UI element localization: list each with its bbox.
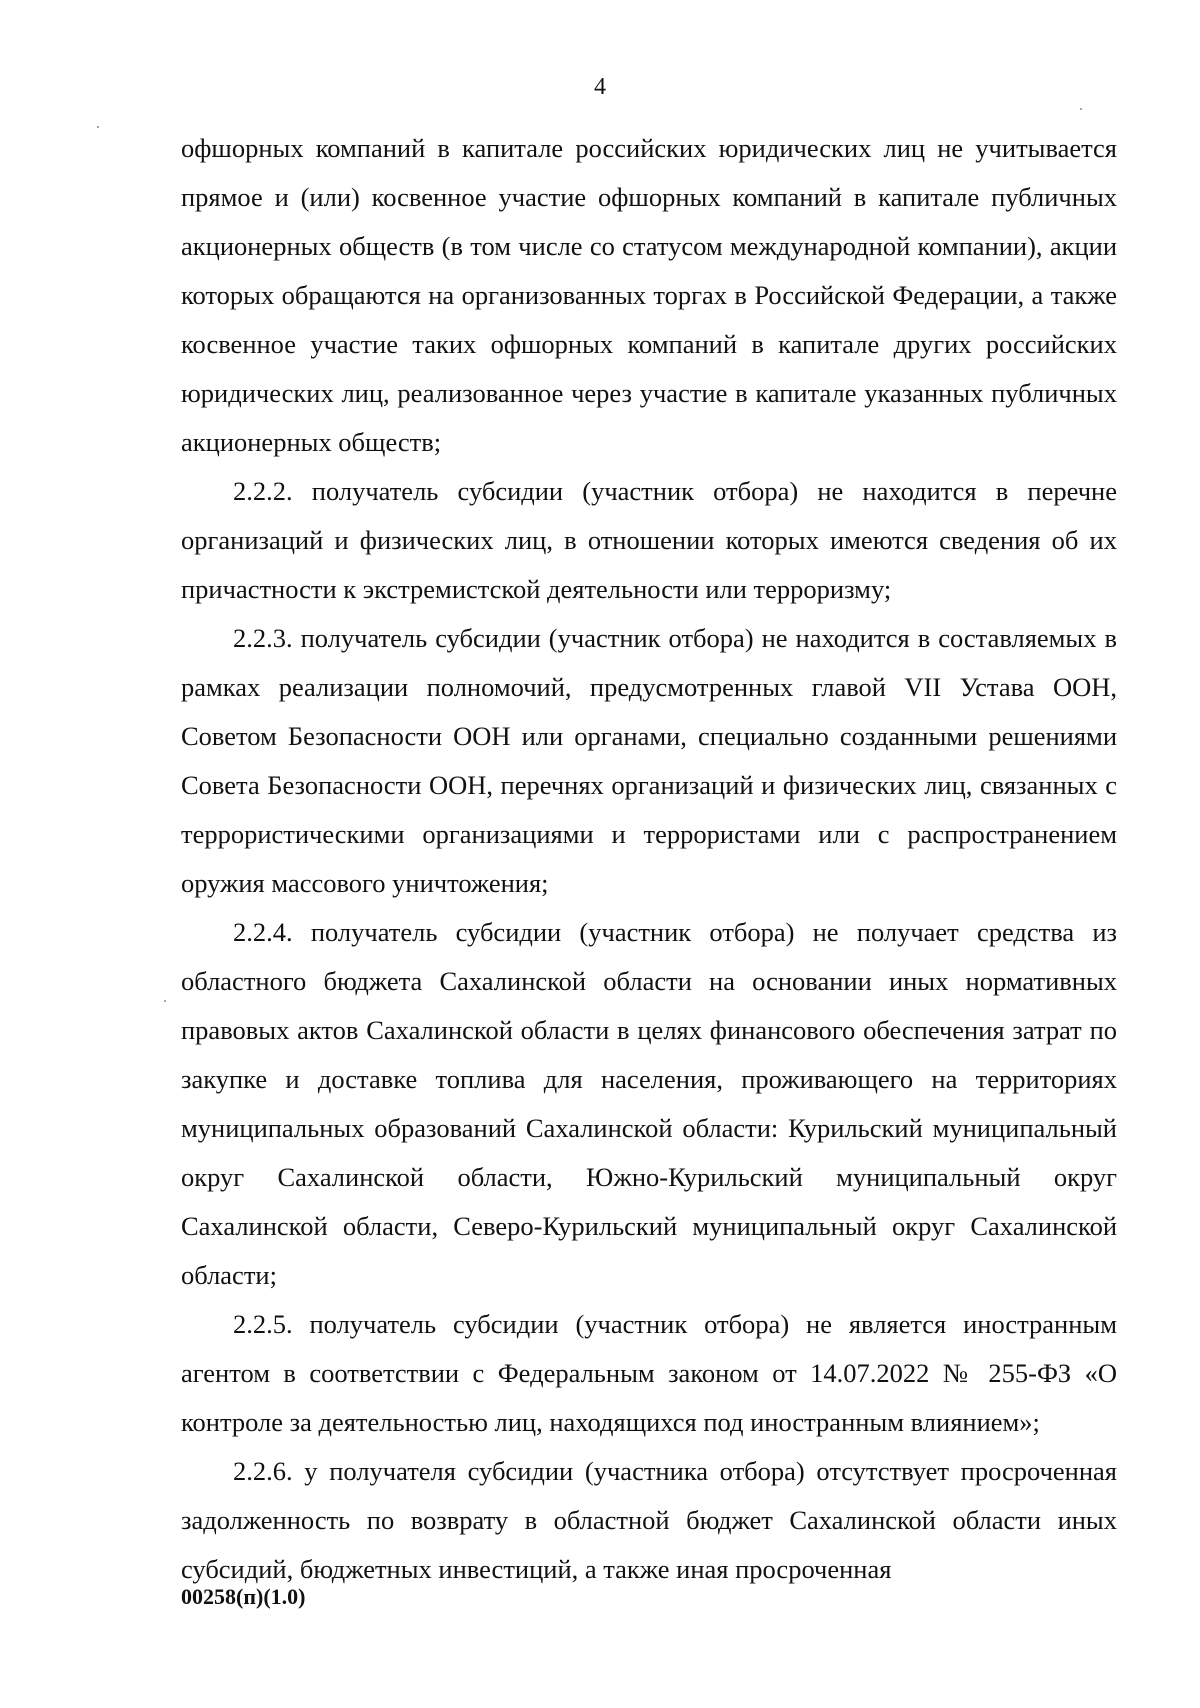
paragraph-continuation: офшорных компаний в капитале российских юридических лиц не учитывается прямое и (или) косвенное участие офшорных компаний в капитале публичных акционерных обществ (в том числе со статусом международной компании), акции которых обращаются на организованных торгах в Российской Федерации, а также косвенное участие таких офшорных компаний в капитале других российских юридических лиц, реализованное через участие в капитале указанных публичных акционерных обществ; [181,133,1117,457]
paragraph-2-2-5: 2.2.5. получатель субсидии (участник отбора) не является иностранным агентом в соответствии с Федеральным законом от 14.07.2022 № 255-ФЗ «О контроле за деятельностью лиц, находящихся под иностранным влиянием»; [181,1309,1117,1437]
document-body [181,124,1117,1594]
scan-artifact [164,1000,166,1002]
scan-artifact [97,126,99,128]
page-number: 4 [594,74,606,100]
paragraph-2-2-3: 2.2.3. получатель субсидии (участник отбора) не находится в составляемых в рамках реализации полномочий, предусмотренных главой VII Устава ООН, Советом Безопасности ООН или органами, специально созданными решениями Совета Безопасности ООН, перечнях организаций и физических лиц, связанных с террористическими организациями и террористами или с распространением оружия массового уничтожения; [181,623,1117,898]
paragraph-2-2-6: 2.2.6. у получателя субсидии (участника отбора) отсутствует просроченная задолженность по возврату в областной бюджет Сахалинской области иных субсидий, бюджетных инвестиций, а также иная просроченная [181,1456,1117,1584]
document-code: 00258(п)(1.0) [181,1584,306,1609]
paragraph-2-2-4: 2.2.4. получатель субсидии (участник отбора) не получает средства из областного бюджета Сахалинской области на основании иных нормативных правовых актов Сахалинской области в целях финансового обеспечения затрат по закупке и доставке топлива для населения, проживающего на территориях муниципальных образований Сахалинской области: Курильский муниципальный округ Сахалинской области, Южно-Курильский муниципальный округ Сахалинской области, Северо-Курильский муниципальный округ Сахалинской области; [181,917,1117,1290]
paragraph-2-2-2: 2.2.2. получатель субсидии (участник отбора) не находится в перечне организаций и физических лиц, в отношении которых имеются сведения об их причастности к экстремистской деятельности или терроризму; [181,476,1117,604]
scan-artifact [1080,108,1082,110]
